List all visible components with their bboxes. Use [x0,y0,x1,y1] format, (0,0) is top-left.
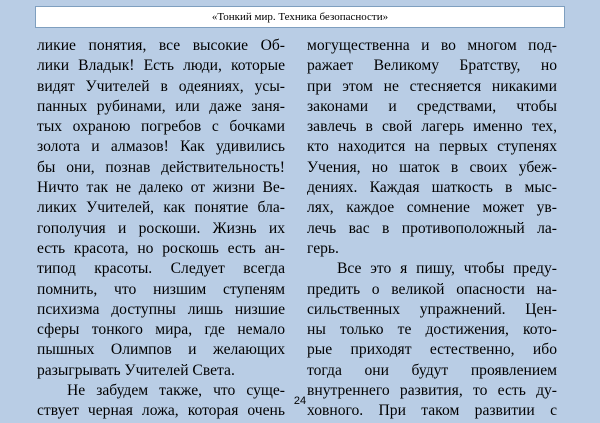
text-line: внутреннего развития, то есть ду- [307,382,557,400]
text-line: Не забудем также, что суще- [67,382,285,400]
text-line: ховного. При таком развитии с [307,402,557,420]
text-line: могущественна и во многом под- [307,37,557,54]
text-line: сферы тонкого мира, где немало [37,321,285,339]
text-line: разыгрывать Учителей Света. [37,361,235,379]
text-line: пышных Олимпов и желающих [37,341,285,359]
text-line: есть красота, но роскошь есть ан- [37,239,285,257]
text-line: бы они, познав действительность! [37,158,285,176]
text-line: лики Владык! Есть люди, которые [37,57,285,75]
text-line: Учения, но шаток в своих убеж- [307,158,557,176]
text-line: ствует черная ложа, которая очень [37,402,285,420]
text-line: ликих Учителей, как понятие бла- [37,199,285,217]
text-line: дениях. Каждая шаткость в мыс- [307,179,557,197]
text-line: Все это я пишу, чтобы преду- [337,260,557,278]
running-header: «Тонкий мир. Техника безопасности» [35,6,565,28]
right-text-column [307,36,557,422]
text-line: законами и средствами, чтобы [307,97,557,115]
text-line: помнить, что низшим ступеням [37,280,285,298]
text-line: тых охраною погребов с бочками [37,118,285,136]
page-number: 24 [293,395,307,407]
text-line: типод красоты. Следует всегда [37,260,285,278]
text-line: при этом не стесняется никакими [307,77,557,95]
text-line: панных рубинами, или даже заня- [37,97,285,115]
text-line: золота и алмазов! Как удивились [37,138,285,156]
text-line: ны только те достижения, кото- [307,321,557,339]
text-line: Ничто так не далеко от жизни Ве- [37,179,285,197]
text-line: ражает Великому Братству, но [307,57,557,75]
text-line: психизма доступны лишь низшие [37,300,285,318]
text-line: кто находится на первых ступенях [307,138,557,156]
text-line: видят Учителей в одеяниях, усы- [37,77,285,95]
text-line: рые приходят естественно, ибо [307,341,557,359]
text-line: завлечь в свой лагерь именно тех, [307,118,557,136]
text-line: сильственных упражнений. Цен- [307,300,557,318]
text-line: герь. [307,239,339,257]
text-line: лях, каждое сомнение может ув- [307,199,557,217]
text-line: предить о великой опасности на- [307,280,557,298]
left-text-column [37,36,285,422]
text-line: гополучия и роскоши. Жизнь их [37,219,285,237]
text-line: тогда они будут проявлением [307,361,557,379]
text-line: ликие понятия, все высокие Об- [37,37,285,54]
text-line: лечь вас в противоположный ла- [307,219,557,237]
